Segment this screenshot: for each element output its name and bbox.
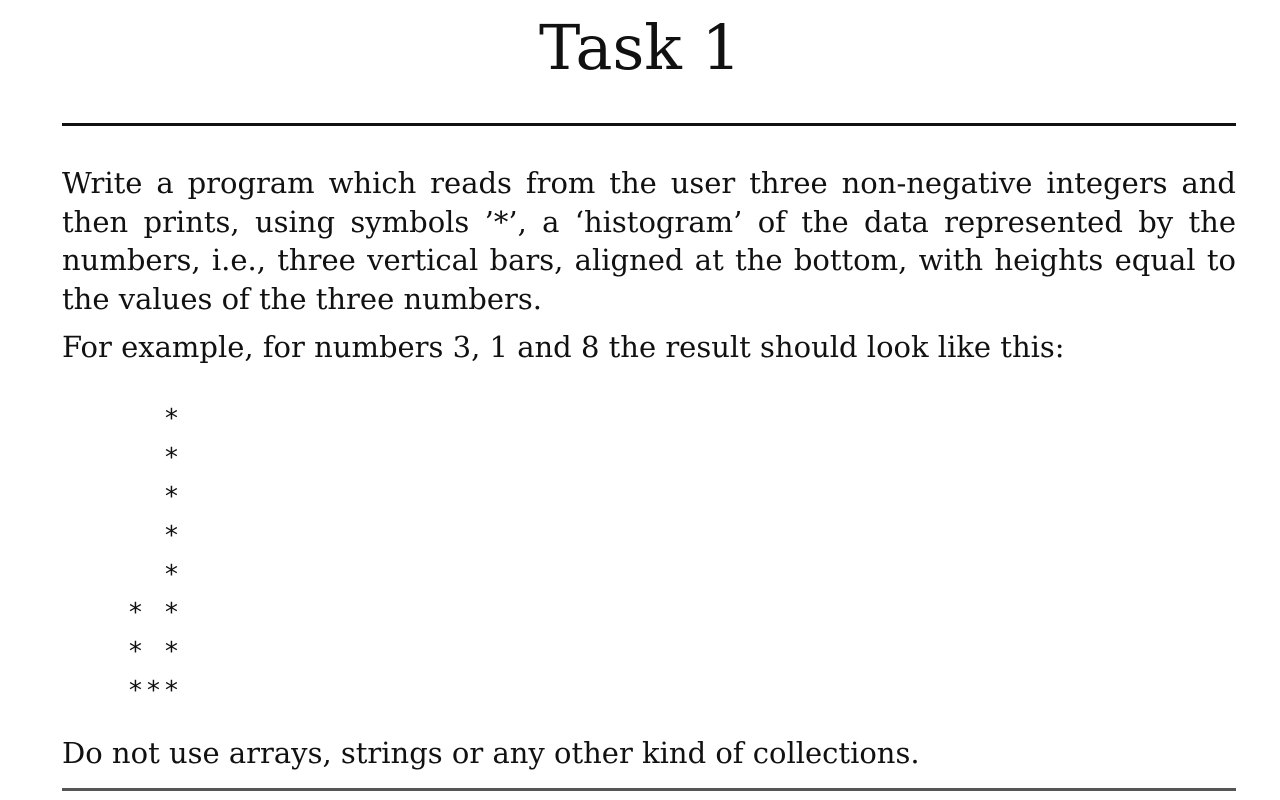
histogram-star: * [163, 559, 180, 590]
histogram-star: * [163, 676, 180, 706]
histogram-star: * [163, 443, 180, 474]
page-title: Task 1 [538, 11, 742, 84]
bottom-divider [62, 788, 1236, 791]
histogram-star: * [127, 598, 144, 629]
histogram-star: * [163, 404, 180, 435]
histogram-star: * [127, 637, 144, 668]
example-intro: For example, for numbers 3, 1 and 8 the result should look like this: [62, 330, 1065, 364]
task-constraint: Do not use arrays, strings or any other kind of collections. [62, 736, 920, 770]
histogram-star: * [163, 637, 180, 668]
histogram-star: * [145, 676, 162, 706]
histogram-star: * [163, 482, 180, 512]
histogram-star: * [163, 598, 180, 629]
task-description: Write a program which reads from the user three non-negative integers and then prints, using symbols ’*’, a ‘histogram’ of the data represented by the numbers, i.e., three vertical bars, aligned at the bottom, with heights equal to the values of the three numbers. [62, 166, 1236, 316]
histogram-star: * [127, 676, 144, 706]
histogram-star: * [163, 520, 180, 551]
top-divider [62, 123, 1236, 126]
